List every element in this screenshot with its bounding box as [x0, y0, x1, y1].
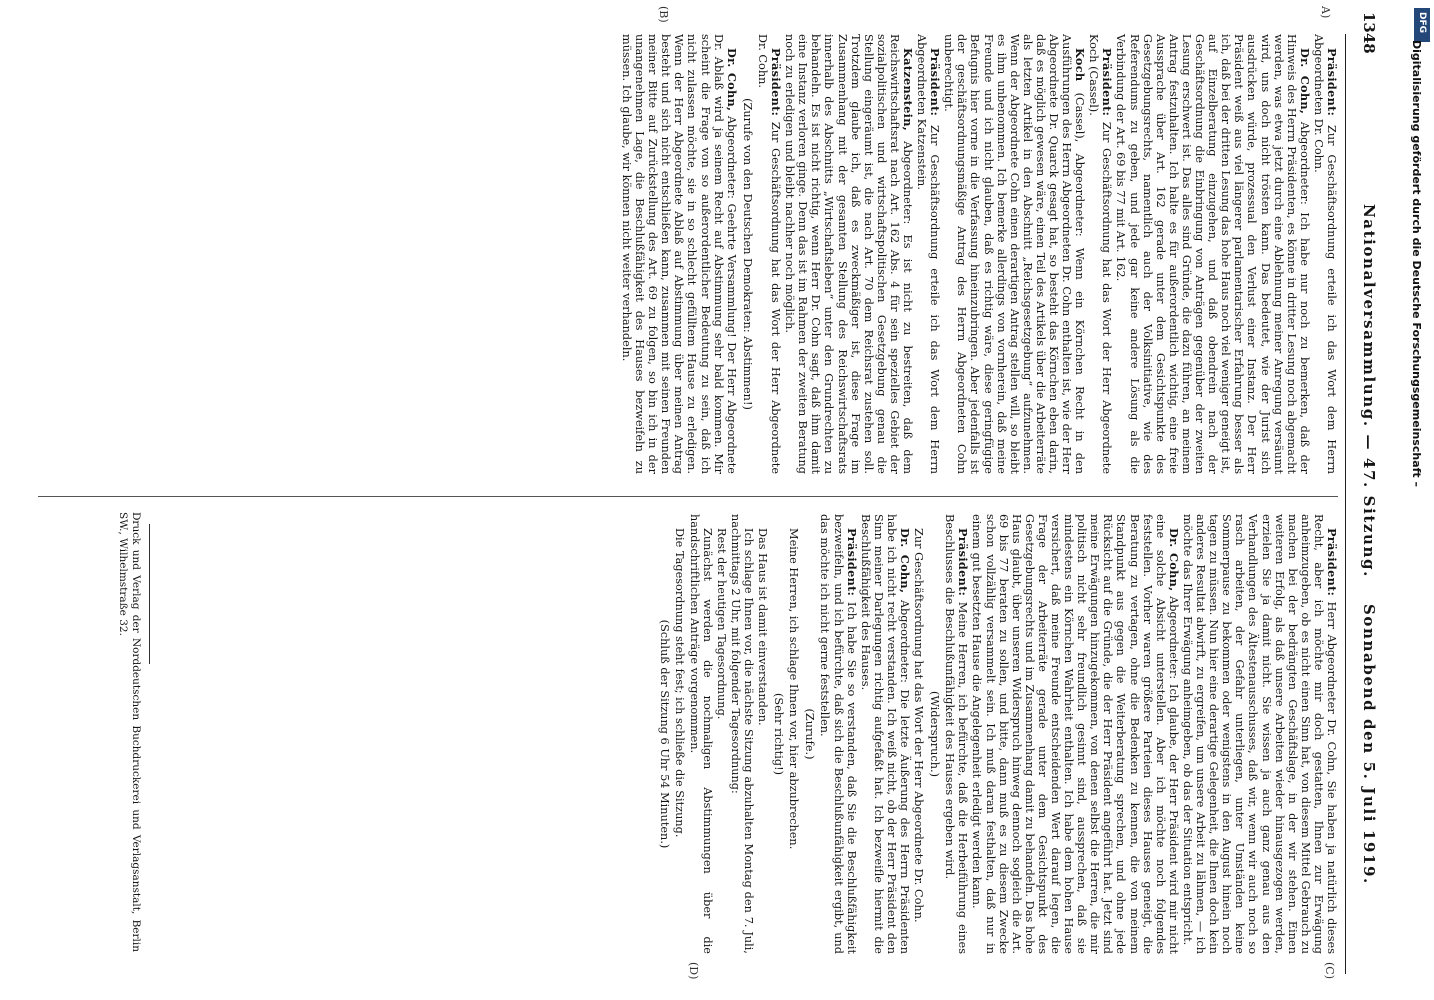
speech-text: Rest der heutigen Tagesordnung. [714, 528, 728, 720]
speech-text: Herr Abgeordneter Dr. Cohn, Sie haben ja natürlich dieses Recht, aber ich möchte mir doch gestatten, Ihnen zur Erwägung anheimzugeben, ob es nicht einen Sinn hat, von diesem Mittel Gebrauch zu machen bei der bedrängten Geschäftslage, in der wir stehen. Einen weiteren Erfolg, als daß unsere Arbeiten wieder hinausgezogen werden, erzielen Sie ja damit nicht. Sie wissen ja auch ganz genau aus den Verhandlungen des Ältestenausschusses, daß wir, wenn wir auch noch so rasch arbeiten, der Gefahr unterliegen, unter Umständen keine Sommerpause zu bekommen oder wenigstens in den August hinein noch tagen zu müssen. Nun hier eine derartige Gelegenheit, die Ihnen doch kein anderes Resultat abwirft, zu ergreifen, um unsere Arbeit zu lähmen, — ich möchte das Ihrer Erwägung anheimgeben, ob das der Situation entspricht. [1180, 514, 1338, 954]
interjection: (Schluß der Sitzung 6 Uhr 54 Minuten.) [658, 619, 672, 849]
speech-text: Zur Geschäftsordnung hat das Wort der Herr Abgeordnete Dr. Cohn. [912, 528, 926, 923]
speaker-name: Präsident: [928, 48, 943, 117]
speech-text: Meine Herren, ich befürchte, daß die Herbeiführung eines Beschlusses die Beschlußunfähigkeit des Hauses ergeben wird. [943, 514, 970, 955]
speaker-name: Dr. Cohn, [1297, 48, 1312, 115]
speech-text: Zur Geschäftsordnung erteile ich das Wort dem Herrn Abgeordneten Dr. Cohn. [1311, 34, 1338, 474]
right-column [655, 514, 1338, 954]
speech-text: Abgeordneter: Geehrte Versammlung! Der Herr Abgeordnete Dr. Ablaß wird ja seinem Recht auf Abstimmung sehr bald kommen. Mir scheint die Frage von so außerordentlicher Bedeutung zu sein, daß ich nicht zulassen möchte, sie in so schlecht gefülltem Hause zu erledigen. Wenn der Herr Abgeordnete Ablaß auf Abstimmung über meinen Antrag besteht und sich nicht entschließen kann, zusammen mit seinen Freunden meiner Bitte auf Zurückstellung des Art. 69 zu folgen, so bin ich in der unangenehmen Lage, die Beschlußfähigkeit des Hauses bezweifeln zu müssen. Ich glaube, wir können nicht weiter verhandeln. [620, 34, 738, 474]
header-left-title: Nationalversammlung. — 47. Sitzung. [1360, 204, 1378, 578]
speech-paragraph [756, 514, 769, 954]
page-header [1348, 4, 1390, 996]
speech-paragraph [970, 514, 1180, 954]
speaker-name: Präsident: [769, 48, 784, 117]
speaker-name: Dr. Cohn, [1166, 528, 1181, 592]
interjection: (Zurufe.) [803, 708, 817, 760]
speech-paragraph [1312, 34, 1338, 474]
header-rule [1345, 34, 1346, 974]
speech-paragraph [1114, 34, 1310, 474]
footer-rule [149, 524, 150, 664]
speech-paragraph [756, 34, 782, 474]
speaker-name: Dr. Cohn, [724, 48, 739, 112]
speech-text: Abgeordneter: Die letzte Äußerung des Herrn Präsidenten habe ich nicht recht verstanden. Ich weiß nicht, ob der Herr Präsident den Sinn meiner Darlegungen richtig aufgefaßt hat. Ich bezweifle hiermit die Beschlußfähigkeit des Hauses. [858, 514, 911, 954]
speaker-name: Dr. Cohn, [898, 528, 912, 594]
speech-text: (Cassel), Abgeordneter: Wenn ein Körnchen Recht in den Ausführungen des Herrn Abgeordneten Dr. Cohn enthalten ist, wie der Herr Abgeordnete Dr. Quarck gesagt hat, so besteht das Körnchen eben darin, daß es möglich gewesen wäre, einen Teil des Artikels über die Arbeiterräte als letzten Artikel in den Abschnitt „Reichsgesetzgebung“ aufzunehmen. Wenn der Abgeordnete Cohn einen derartigen Antrag stellen will, so bleibt es ihm unbenommen. Ich bemerke allerdings von vornherein, daß meine Freunde und ich nicht glauben, daß es richtig wäre, diese geringfügige Befugnis hier vorne in die Verfassung hineinzubringen. Aber jedenfalls ist der geschäftsordnungsmäßige Antrag des Herrn Abgeordneten Cohn unberechtigt. [942, 34, 1087, 474]
speech-paragraph [912, 514, 925, 954]
margin-mark-b: (B) [657, 6, 670, 23]
speech-paragraph [787, 514, 800, 954]
imprint: Druck und Verlag der Norddeutschen Buchdruckerei und Verlagsanstalt, Berlin SW., Wilhelmstraße 32. [117, 512, 142, 952]
speech-text: Abgeordneter: Ich glaube, der Herr Präsident wird mir nicht eine solche Absicht unterstellen. Aber ich möchte noch folgendes feststellen. Vorher waren größere Parteien dieses Hauses geneigt, die Beratung zu vertagen, ohne die Bedenken zu kennen, die von meinem Standpunkt aus gegen die Weiterberatung sprechen, und ohne jede Rücksicht auf die Gründe, die der Herr Präsident angeführt hat. Jetzt sind meine Erwägungen hinzugekommen, von denen selbst die Herren, die mir politisch nicht sehr freundlich gesinnt sind, aussprechen, daß sie mindestens ein Körnchen Wahrheit enthalten. Ich habe dem hohen Hause versichert, daß meine Freunde entscheidenden Wert darauf legen, die Frage der Arbeiterräte gerade unter dem Gesichtspunkt des Gesetzgebungsrechts und im Zusammenhang damit zu behandeln. Das hohe Haus glaubt, über unseren Widerspruch hinweg dennoch sogleich die Art. 69 bis 77 beraten zu sollen, und bitte, dann muß es zu diesem Zwecke schon vollzählig versammelt sein. Ich muß daran festhalten, daß nur in einem gut besetzten Hause die Angelegenheit erledigt werden kann. [970, 514, 1180, 954]
speaker-name: Präsident: [1100, 48, 1115, 117]
speaker-name: Katzenstein, [901, 48, 915, 131]
header-right-title: Sonnabend den 5. Juli 1919. [1360, 604, 1378, 885]
speech-text: Zur Geschäftsordnung hat das Wort der Herr Abgeordnete Dr. Cohn. [755, 34, 783, 475]
left-column [619, 34, 1338, 474]
speech-paragraph [915, 34, 941, 474]
speech-paragraph [859, 514, 911, 954]
speech-text: Abgeordneter: Ich habe nur noch zu bemerken, daß der Hinweis des Herrn Präsidenten, es könne in dritter Lesung noch abgemacht werden, was etwa jetzt durch eine Ablehnung meiner Anregung versäumt wird, uns doch nicht trösten kann. Das bedeutet, wie der Jurist sich ausdrücken würde, prozessual den Verlust einer Instanz. Der Herr Präsident weiß aus viel längerer parlamentarischer Erfahrung besser als ich, daß bei der dritten Lesung das hohe Haus noch viel weniger geneigt ist, auf Einzelberatung einzugehen, und daß obendrein nach der Geschäftsordnung die Einbringung von Anträgen gegenüber der zweiten Lesung erschwert ist. Das alles sind Gründe, die dazu führen, an meinem Antrag festzuhalten. Ich halte es für außerordentlich wichtig, eine freie Aussprache über Art. 162 gerade unter dem Gesichtspunkte des Gesetzgebungsrechts, namentlich auch der Volksinitiative, wie des Referendums zu geben, und jede gar keine andere Lösung als die Verbindung der Art. 69 bis 77 mit Art. 162. [1114, 34, 1311, 475]
speech-text: Die Tagesordnung steht fest; ich schließe die Sitzung. [673, 528, 687, 838]
rotated-page [20, 4, 1390, 996]
interjection: (Widerspruch.) [928, 690, 942, 778]
margin-mark-a: A) [1319, 6, 1332, 19]
speech-text: Zur Geschäftsordnung hat das Wort der Herr Abgeordnete Koch (Cassel). [1087, 34, 1114, 475]
speaker-name: Präsident: [1325, 48, 1339, 117]
speech-text: Ich schlage Ihnen vor, die nächste Sitzung abzuhalten Montag den 7. Juli, nachmittags 2 Uhr, mit folgender Tagesordnung: [728, 514, 755, 954]
speech-paragraph [620, 34, 738, 474]
speaker-name: Präsident: [1325, 528, 1339, 597]
speaker-name: Präsident: [956, 528, 971, 597]
speech-paragraph [1087, 34, 1113, 474]
speech-text: Das Haus ist damit einverstanden. [756, 528, 770, 726]
speech-paragraph [688, 514, 714, 954]
speaker-name: Koch [1073, 48, 1088, 82]
speech-text: Zur Geschäftsordnung erteile ich das Wort dem Herrn Abgeordneten Katzenstein. [915, 34, 942, 474]
speech-paragraph [729, 514, 755, 954]
page-number: 1348 [1360, 12, 1378, 54]
speech-text: Meine Herren, ich schlage Ihnen vor, hier abzubrechen. [787, 528, 801, 850]
interjection: (Zurufe von den Deutschen Demokraten: Abstimmen!) [740, 98, 754, 410]
speech-text: Zunächst werden die nochmaligen Abstimmungen über die handschriftlichen Anträge vorgenommen. [687, 514, 714, 954]
speech-text: Ich habe Sie so verstanden, daß Sie die Beschlußfähigkeit bezweifeln, und ich befürchte, daß sich die Beschlußunfähigkeit ergibt, und das möchte ich nicht gerne feststellen. [818, 514, 858, 955]
speech-paragraph [943, 514, 969, 954]
speech-text: Abgeordneter: Es ist nicht zu bestreiten, daß dem Reichswirtschaftsrat nach Art. 162 Abs. 4 für sein spezielles Gebiet der sozialpolitischen und wirtschaftspolitischen Gesetzgebung genau die Stellung eingeräumt ist, die nach Art. 70 dem Reichsrat zustehen soll. Trotzdem glaube ich, daß es zweckmäßiger ist, diese Frage im Zusammenhang mit der gesamten Stellung des Reichswirtschaftsrats innerhalb des Abschnitts „Wirtschaftsleben“ unter den Grundrechten zu behandeln. Es ist nicht richtig, wenn Herr Dr. Cohn sagt, daß ihm damit eine Instanz verloren ginge. Denn das ist im Rahmen der zweiten Beratung noch zu erledigen und bleibt nachher noch möglich. [783, 34, 914, 474]
column-divider [38, 496, 1338, 497]
speech-paragraph [818, 514, 857, 954]
speech-paragraph [673, 514, 686, 954]
speech-paragraph [942, 34, 1086, 474]
dfg-logo: DFG [1414, 8, 1430, 42]
margin-mark-d: (D) [687, 962, 700, 980]
digitization-note: Digitalisierung gefördert durch die Deutsche Forschungsgemeinschaft – [1410, 40, 1423, 487]
speaker-name: Präsident: [844, 528, 859, 597]
interjection: (Sehr richtig!) [772, 692, 786, 776]
speech-paragraph [783, 34, 914, 474]
speech-paragraph [715, 514, 728, 954]
margin-mark-c: (C) [1323, 962, 1336, 979]
speech-paragraph [1181, 514, 1338, 954]
